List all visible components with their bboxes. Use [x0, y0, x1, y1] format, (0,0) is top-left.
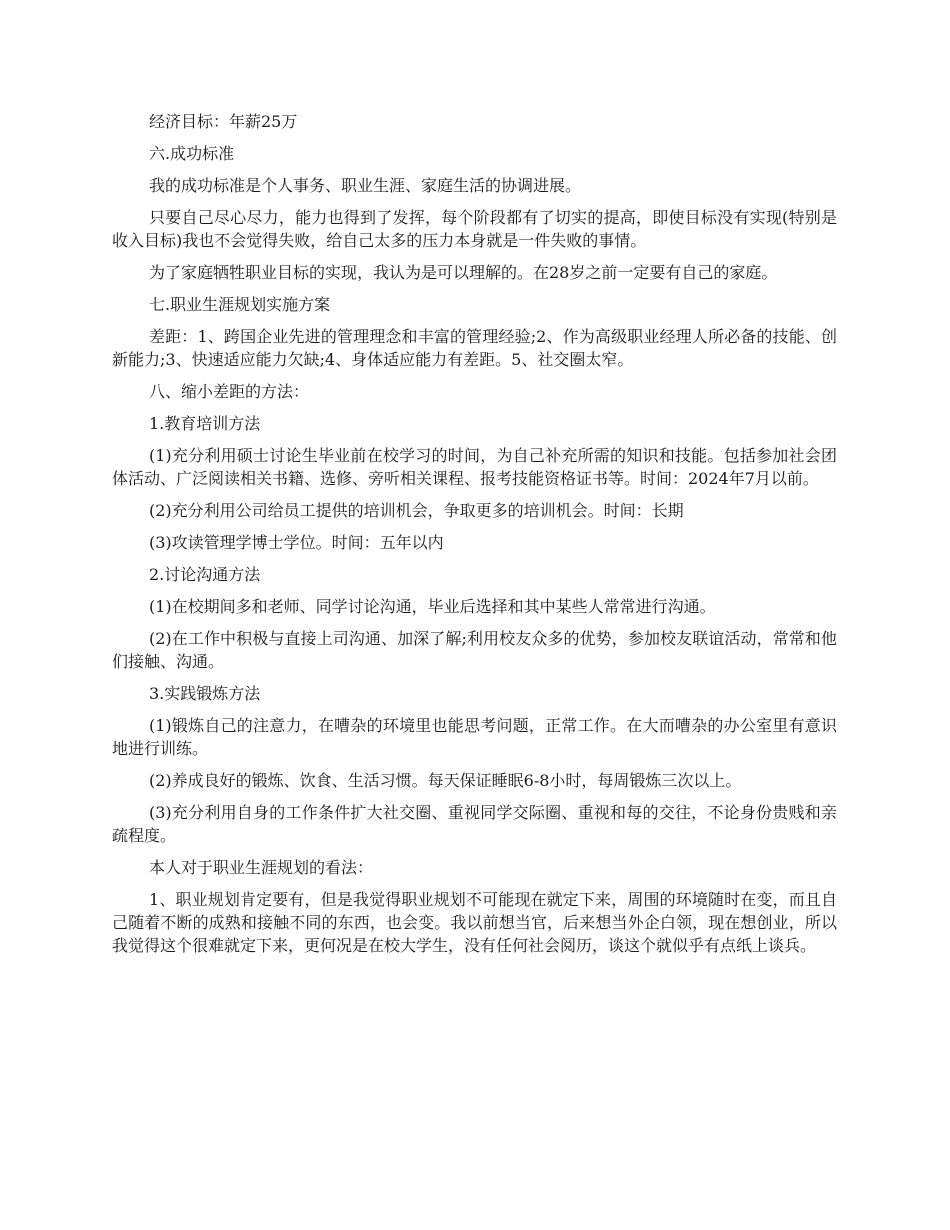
section-heading-closing-gaps: 八、缩小差距的方法： [149, 382, 310, 401]
subheading-education-training: 1.教育培训方法 [149, 414, 261, 433]
section-heading-success-criteria: 六.成功标准 [149, 144, 235, 163]
list-item: (3)攻读管理学博士学位。时间：五年以内 [149, 533, 444, 552]
document-body [112, 110, 837, 966]
subheading-practice-training: 3.实践锻炼方法 [149, 684, 261, 703]
list-item: (1)锻炼自己的注意力，在嘈杂的环境里也能思考问题，正常工作。在大而嘈杂的办公室里有意识地进行训练。 [112, 716, 837, 758]
list-item: (2)在工作中积极与直接上司沟通、加深了解;利用校友众多的优势，参加校友联谊活动，常常和他们接触、沟通。 [112, 629, 837, 671]
list-item: (1)在校期间多和老师、同学讨论沟通，毕业后选择和其中某些人常常进行沟通。 [149, 597, 716, 616]
subheading-discussion-communication: 2.讨论沟通方法 [149, 565, 261, 584]
paragraph: 为了家庭牺牲职业目标的实现，我认为是可以理解的。在28岁之前一定要有自己的家庭。 [149, 263, 778, 282]
section-heading-implementation-plan: 七.职业生涯规划实施方案 [149, 295, 331, 314]
paragraph: 1、职业规划肯定要有，但是我觉得职业规划不可能现在就定下来，周围的环境随时在变，而且自己随着不断的成熟和接触不同的东西，也会变。我以前想当官，后来想当外企白领，现在想创业，所以我觉得这个很难就定下来，更何况是在校大学生，没有任何社会阅历，谈这个就似乎有点纸上谈兵。 [112, 890, 837, 955]
paragraph: 我的成功标准是个人事务、职业生涯、家庭生活的协调进展。 [149, 176, 582, 195]
list-item: (1)充分利用硕士讨论生毕业前在校学习的时间，为自己补充所需的知识和技能。包括参加社会团体活动、广泛阅读相关书籍、选修、旁听相关课程、报考技能资格证书等。时间：2024年7月以前。 [112, 446, 837, 488]
list-item: (2)充分利用公司给员工提供的培训机会，争取更多的培训机会。时间：长期 [149, 501, 684, 520]
paragraph: 只要自己尽心尽力，能力也得到了发挥，每个阶段都有了切实的提高，即使目标没有实现(特别是收入目标)我也不会觉得失败，给自己太多的压力本身就是一件失败的事情。 [112, 208, 837, 250]
list-item: (3)充分利用自身的工作条件扩大社交圈、重视同学交际圈、重视和每的交往，不论身份贵贱和亲疏程度。 [112, 803, 837, 845]
paragraph-gaps: 差距：1、跨国企业先进的管理理念和丰富的管理经验;2、作为高级职业经理人所必备的技能、创新能力;3、快速适应能力欠缺;4、身体适应能力有差距。5、社交圈太窄。 [112, 327, 837, 369]
list-item: (2)养成良好的锻炼、饮食、生活习惯。每天保证睡眠6-8小时，每周锻炼三次以上。 [149, 771, 742, 790]
section-heading-personal-view: 本人对于职业生涯规划的看法： [149, 858, 374, 877]
paragraph-economic-goal: 经济目标：年薪25万 [149, 112, 298, 131]
